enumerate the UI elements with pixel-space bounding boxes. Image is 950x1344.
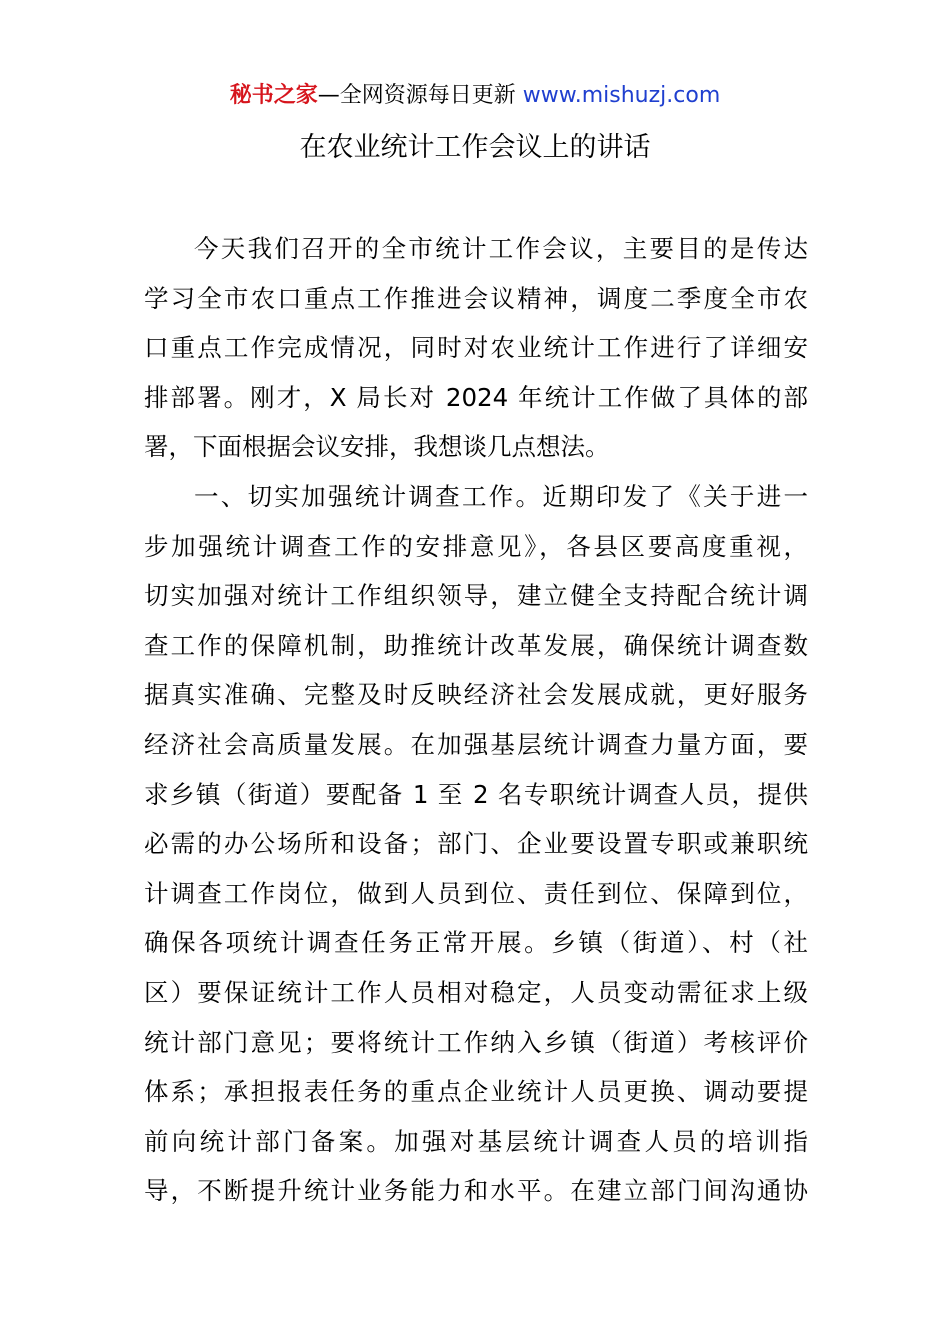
site-brand: 秘书之家 (229, 83, 318, 108)
paragraph-intro (144, 224, 808, 472)
text-line: 前向统计部门备案。加强对基层统计调查人员的培训指 (144, 1126, 808, 1156)
text-line: 步加强统计调查工作的安排意见》，各县区要高度重视， (144, 531, 808, 561)
text-line: 求乡镇（街道）要配备 1 至 2 名专职统计调查人员，提供 (144, 779, 808, 809)
text-line: 切实加强对统计工作组织领导，建立健全支持配合统计调 (144, 581, 808, 611)
text-line: 今天我们召开的全市统计工作会议，主要目的是传达 (194, 234, 808, 263)
text-line: 经济社会高质量发展。在加强基层统计调查力量方面，要 (144, 729, 808, 759)
text-line: 体系；承担报表任务的重点企业统计人员更换、调动要提 (144, 1077, 808, 1107)
document-body (144, 224, 808, 1216)
text-line: 统计部门意见；要将统计工作纳入乡镇（街道）考核评价 (144, 1027, 808, 1057)
site-url-link[interactable]: www.mishuzj.com (522, 83, 721, 108)
text-line: 导，不断提升统计业务能力和水平。在建立部门间沟通协 (144, 1176, 808, 1206)
text-line: 计调查工作岗位，做到人员到位、责任到位、保障到位， (144, 878, 808, 908)
text-line: 据真实准确、完整及时反映经济社会发展成就，更好服务 (144, 680, 808, 710)
text-line: 学习全市农口重点工作推进会议精神，调度二季度全市农 (144, 283, 808, 313)
text-line: 署，下面根据会议安排，我想谈几点想法。 (144, 432, 610, 462)
document-title: 在农业统计工作会议上的讲话 (299, 132, 651, 163)
text-line: 必需的办公场所和设备；部门、企业要设置专职或兼职统 (144, 829, 808, 859)
site-header (0, 80, 950, 112)
text-line: 一、切实加强统计调查工作。近期印发了《关于进一 (194, 481, 808, 511)
paragraph-section-one (144, 472, 808, 1216)
text-line: 口重点工作完成情况，同时对农业统计工作进行了详细安 (144, 333, 808, 363)
text-line: 确保各项统计调查任务正常开展。乡镇（街道）、村（社 (144, 928, 808, 958)
text-line: 区）要保证统计工作人员相对稳定，人员变动需征求上级 (144, 977, 808, 1007)
text-line: 排部署。刚才，X 局长对 2024 年统计工作做了具体的部 (144, 382, 808, 412)
text-line: 查工作的保障机制，助推统计改革发展，确保统计调查数 (144, 630, 808, 660)
site-tagline: —全网资源每日更新 (317, 83, 523, 108)
